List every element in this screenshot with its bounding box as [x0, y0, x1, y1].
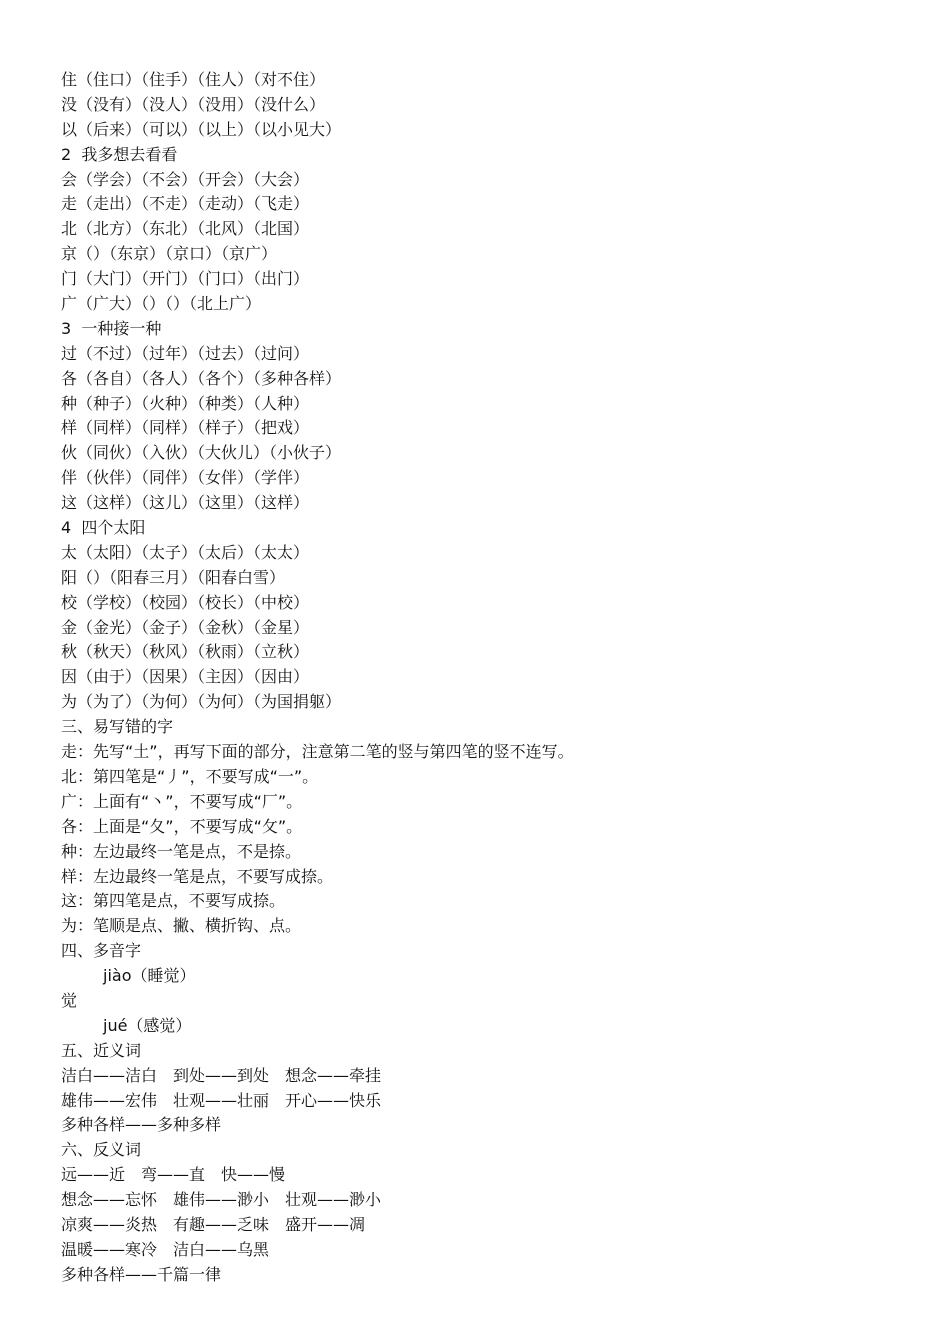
antonym-row: 多种各样——千篇一律 [61, 1264, 222, 1284]
antonym-row: 凉爽——炎热 有趣——乏味 盛开——凋 [61, 1214, 366, 1234]
polyphone-character: 觉 [61, 990, 78, 1010]
section-heading-6: 六、反义词 [61, 1140, 142, 1160]
synonym-row: 洁白——洁白 到处——到处 想念——牵挂 [61, 1065, 382, 1085]
word-group-huo: 伙（同伙）（入伙）（大伙儿）（小伙子） [61, 443, 342, 463]
lesson-title-4: 4 四个太阳 [61, 518, 146, 538]
word-group-qiu: 秋（秋天）（秋风）（秋雨）（立秋） [61, 642, 310, 662]
word-group-zhong: 种（种子）（火种）（种类）（人种） [61, 393, 310, 413]
document-page [61, 68, 921, 1288]
writing-note-bei: 北：第四笔是“丿”，不要写成“一”。 [61, 766, 319, 786]
word-group-tai: 太（太阳）（太子）（太后）（太太） [61, 542, 310, 562]
lesson-title-3: 3 一种接一种 [61, 318, 162, 338]
writing-note-zhe: 这：第四笔是点，不要写成捺。 [61, 891, 286, 911]
writing-note-zhong: 种：左边最终一笔是点，不是捺。 [61, 841, 302, 861]
word-group-jin: 金（金光）（金子）（金秋）（金星） [61, 617, 310, 637]
section-heading-4: 四、多音字 [61, 941, 142, 961]
word-group-xiao: 校（学校）（校园）（校长）（中校） [61, 592, 310, 612]
writing-note-yang: 样：左边最终一笔是点，不要写成捺。 [61, 866, 334, 886]
word-group-men: 门（大门）（开门）（门口）（出门） [61, 269, 310, 289]
writing-note-guang: 广：上面有“丶”，不要写成“厂”。 [61, 791, 303, 811]
section-heading-3: 三、易写错的字 [61, 717, 174, 737]
word-group-zhu: 住（住口）（住手）（住人）（对不住） [61, 70, 326, 89]
antonym-row: 远——近 弯——直 快——慢 [61, 1165, 286, 1185]
word-group-mei: 没（没有）（没人）（没用）（没什么） [61, 94, 326, 114]
word-group-zhe: 这（这样）（这儿）（这里）（这样） [61, 493, 310, 513]
lesson-title-2: 2 我多想去看看 [61, 144, 178, 164]
polyphone-reading-jue: jué（感觉） [103, 1015, 192, 1035]
section-heading-5: 五、近义词 [61, 1040, 142, 1060]
word-group-guang: 广（广大）（）（）（北上广） [61, 294, 262, 314]
word-group-ban: 伴（伙伴）（同伴）（女伴）（学伴） [61, 468, 310, 488]
word-group-wei: 为（为了）（为何）（为何）（为国捐躯） [61, 692, 342, 712]
word-group-yang: 样（同样）（同样）（样子）（把戏） [61, 418, 310, 438]
word-group-yin: 因（由于）（因果）（主因）（因由） [61, 667, 310, 687]
word-group-bei: 北（北方）（东北）（北风）（北国） [61, 219, 310, 239]
word-group-guo: 过（不过）（过年）（过去）（过问） [61, 343, 310, 363]
polyphone-reading-jiao: jiào（睡觉） [103, 966, 196, 986]
word-group-yi: 以（后来）（可以）（以上）（以小见大） [61, 119, 342, 139]
word-group-ge: 各（各自）（各人）（各个）（多种各样） [61, 368, 342, 388]
antonym-row: 温暖——寒冷 洁白——乌黑 [61, 1239, 270, 1259]
writing-note-wei: 为：笔顺是点、撇、横折钩、点。 [61, 916, 302, 936]
word-group-yang2: 阳（）（阳春三月）（阳春白雪） [61, 567, 286, 587]
synonym-row: 多种各样——多种多样 [61, 1115, 222, 1135]
synonym-row: 雄伟——宏伟 壮观——壮丽 开心——快乐 [61, 1090, 382, 1110]
writing-note-ge: 各：上面是“夂”，不要写成“攵”。 [61, 816, 303, 836]
writing-note-zou: 走：先写“土”，再写下面的部分，注意第二笔的竖与第四笔的竖不连写。 [61, 742, 574, 762]
antonym-row: 想念——忘怀 雄伟——渺小 壮观——渺小 [61, 1190, 382, 1210]
word-group-jing: 京（）（东京）（京口）（京广） [61, 244, 278, 264]
word-group-hui: 会（学会）（不会）（开会）（大会） [61, 169, 310, 189]
word-group-zou: 走（走出）（不走）（走动）（飞走） [61, 194, 310, 214]
